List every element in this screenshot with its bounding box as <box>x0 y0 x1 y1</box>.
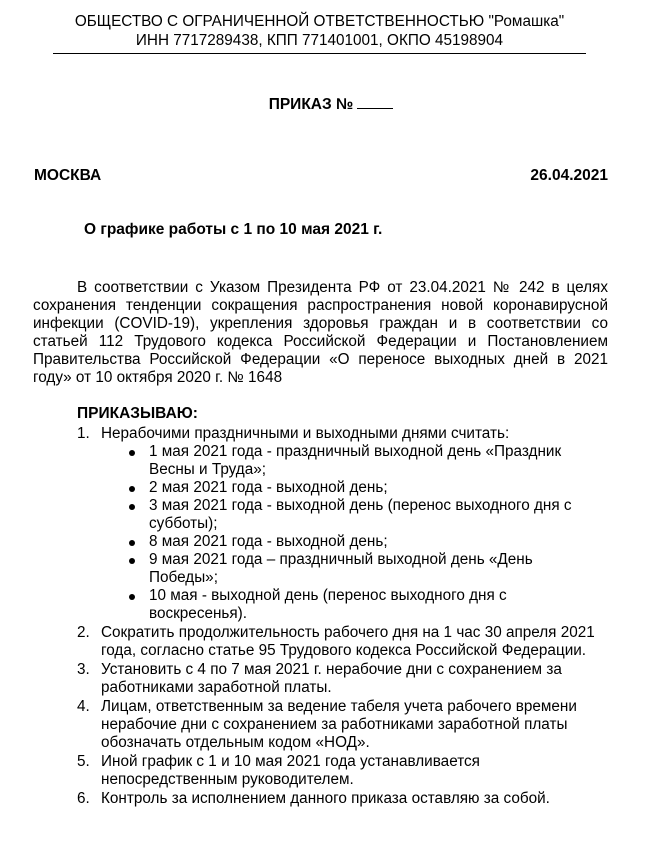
order-item <box>77 698 608 752</box>
item-number: 3. <box>77 661 90 678</box>
order-item <box>77 753 608 789</box>
item-number: 5. <box>77 753 90 770</box>
item-text: Нерабочими праздничными и выходными днями считать: <box>101 425 510 442</box>
holiday-text: 8 мая 2021 года - выходной день; <box>149 533 388 550</box>
order-item <box>77 661 608 697</box>
item-text: Лицам, ответственным за ведение табеля учета рабочего времени нерабочие дни с сохранением за работниками заработной платы обозначать отдельным кодом «НОД». <box>101 698 577 751</box>
order-item <box>77 790 608 808</box>
holiday-item <box>101 551 589 587</box>
holiday-item <box>101 443 589 479</box>
header-divider <box>53 53 586 54</box>
holiday-text: 9 мая 2021 года – праздничный выходной день «День Победы»; <box>149 551 533 586</box>
item-text: Иной график с 1 и 10 мая 2021 года устанавливается непосредственным руководителем. <box>101 753 480 788</box>
holiday-item <box>101 479 589 497</box>
item-number: 1. <box>77 425 90 442</box>
item-text: Контроль за исполнением данного приказа оставляю за собой. <box>101 790 550 807</box>
order-date: 26.04.2021 <box>530 167 608 184</box>
item-number: 6. <box>77 790 90 807</box>
company-requisites: ИНН 7717289438, КПП 771401001, ОКПО 45198904 <box>135 32 504 49</box>
bullet-icon <box>129 450 135 456</box>
bullet-icon <box>129 594 135 600</box>
company-header <box>53 12 586 50</box>
item-number: 4. <box>77 698 90 715</box>
holiday-text: 10 мая - выходной день (перенос выходного дня с воскресенья). <box>149 587 507 622</box>
holiday-item <box>101 533 589 551</box>
holiday-item <box>101 497 589 533</box>
bullet-icon <box>129 558 135 564</box>
holiday-text: 1 мая 2021 года - праздничный выходной день «Праздник Весны и Труда»; <box>149 443 562 478</box>
preamble-paragraph: В соответствии с Указом Президента РФ от 23.04.2021 № 242 в целях сохранения тенденции сокращения распространения новой коронавирусной инфекции (COVID-19), укрепления здоровья граждан и в соответствии со статьей 112 Трудового кодекса Российской Федерации и Постановлением Правительства Российской Федерации «О переносе выходных дней в 2021 году» от 10 октября 2020 г. № 1648 <box>33 279 608 386</box>
item-number: 2. <box>77 624 90 641</box>
order-item <box>77 425 608 623</box>
holiday-text: 3 мая 2021 года - выходной день (перенос выходного дня с субботы); <box>149 497 572 532</box>
item-text: Установить с 4 по 7 мая 2021 г. нерабочие дни с сохранением за работниками заработной платы. <box>101 661 562 696</box>
decree-heading: ПРИКАЗЫВАЮ: <box>77 405 198 422</box>
bullet-icon <box>129 486 135 492</box>
order-title-text: ПРИКАЗ № <box>268 96 354 113</box>
order-item <box>77 624 608 660</box>
bullet-icon <box>129 504 135 510</box>
order-number-blank <box>357 94 393 109</box>
company-name: ОБЩЕСТВО С ОГРАНИЧЕННОЙ ОТВЕТСТВЕННОСТЬЮ "Ромашка" <box>74 13 565 30</box>
item-text: Сократить продолжительность рабочего дня на 1 час 30 апреля 2021 года, согласно статье 95 Трудового кодекса Российской Федерации. <box>101 624 595 659</box>
holiday-text: 2 мая 2021 года - выходной день; <box>149 479 388 496</box>
order-title <box>0 94 662 114</box>
order-subject: О графике работы с 1 по 10 мая 2021 г. <box>84 221 383 238</box>
bullet-icon <box>129 540 135 546</box>
holiday-list <box>101 443 608 623</box>
holiday-item <box>101 587 589 623</box>
order-city: МОСКВА <box>34 167 102 184</box>
order-items-list <box>77 425 608 809</box>
